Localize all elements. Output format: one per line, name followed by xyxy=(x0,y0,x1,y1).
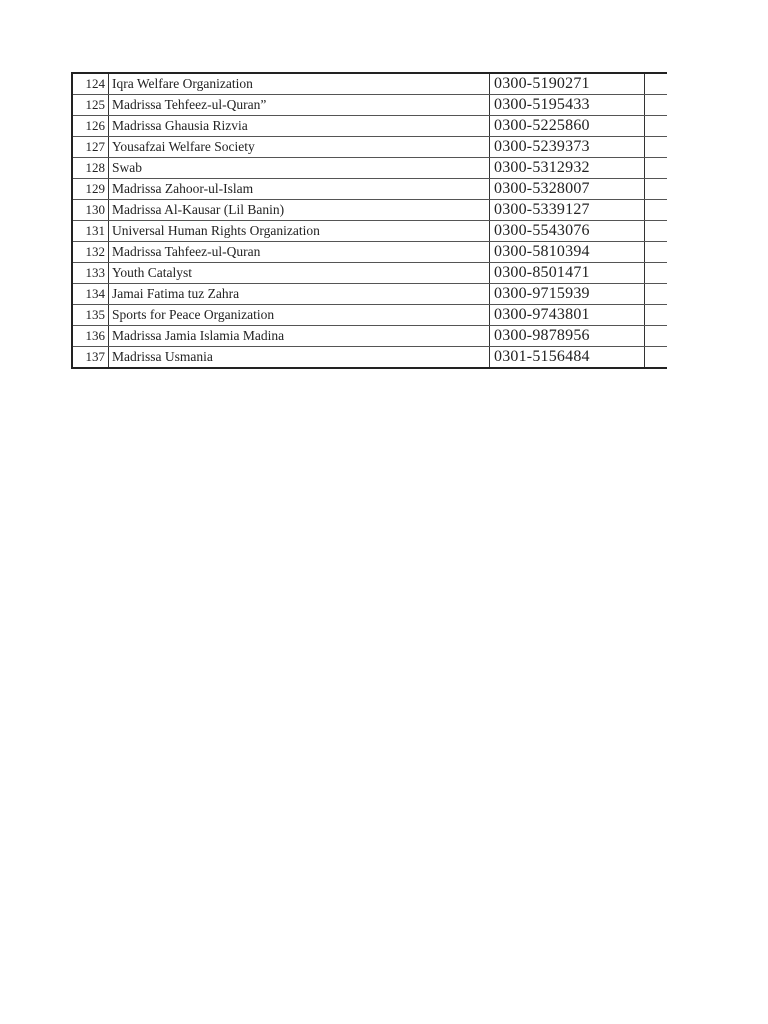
phone-number-cell: 0300-5225860 xyxy=(490,116,645,137)
empty-cell xyxy=(645,284,668,305)
row-number-cell: 134 xyxy=(72,284,109,305)
empty-cell xyxy=(645,73,668,95)
phone-number-cell: 0300-5312932 xyxy=(490,158,645,179)
empty-cell xyxy=(645,179,668,200)
phone-number-cell: 0300-5543076 xyxy=(490,221,645,242)
organization-name-cell: Swab xyxy=(109,158,490,179)
table-row xyxy=(72,221,667,242)
organization-name-cell: Universal Human Rights Organization xyxy=(109,221,490,242)
table-row xyxy=(72,200,667,221)
organization-name-cell: Madrissa Tehfeez-ul-Quran” xyxy=(109,95,490,116)
row-number-cell: 127 xyxy=(72,137,109,158)
row-number-cell: 137 xyxy=(72,347,109,369)
phone-number-cell: 0300-5339127 xyxy=(490,200,645,221)
organization-name-cell: Madrissa Al-Kausar (Lil Banin) xyxy=(109,200,490,221)
empty-cell xyxy=(645,95,668,116)
phone-number-cell: 0300-9715939 xyxy=(490,284,645,305)
organization-name-cell: Madrissa Jamia Islamia Madina xyxy=(109,326,490,347)
empty-cell xyxy=(645,326,668,347)
phone-number-cell: 0300-5239373 xyxy=(490,137,645,158)
empty-cell xyxy=(645,200,668,221)
row-number-cell: 126 xyxy=(72,116,109,137)
empty-cell xyxy=(645,116,668,137)
organization-name-cell: Madrissa Zahoor-ul-Islam xyxy=(109,179,490,200)
table-row xyxy=(72,137,667,158)
phone-number-cell: 0300-5328007 xyxy=(490,179,645,200)
empty-cell xyxy=(645,242,668,263)
table-row xyxy=(72,95,667,116)
phone-number-cell: 0300-5190271 xyxy=(490,73,645,95)
phone-number-cell: 0301-5156484 xyxy=(490,347,645,369)
row-number-cell: 129 xyxy=(72,179,109,200)
organization-name-cell: Yousafzai Welfare Society xyxy=(109,137,490,158)
table-row xyxy=(72,305,667,326)
phone-number-cell: 0300-5195433 xyxy=(490,95,645,116)
table-row xyxy=(72,347,667,369)
organization-name-cell: Sports for Peace Organization xyxy=(109,305,490,326)
organization-name-cell: Iqra Welfare Organization xyxy=(109,73,490,95)
phone-number-cell: 0300-5810394 xyxy=(490,242,645,263)
row-number-cell: 130 xyxy=(72,200,109,221)
empty-cell xyxy=(645,263,668,284)
phone-number-cell: 0300-9743801 xyxy=(490,305,645,326)
empty-cell xyxy=(645,221,668,242)
table-row xyxy=(72,242,667,263)
table-row xyxy=(72,263,667,284)
row-number-cell: 136 xyxy=(72,326,109,347)
row-number-cell: 125 xyxy=(72,95,109,116)
phone-number-cell: 0300-9878956 xyxy=(490,326,645,347)
table-row xyxy=(72,73,667,95)
table-row xyxy=(72,116,667,137)
phone-number-cell: 0300-8501471 xyxy=(490,263,645,284)
organization-name-cell: Youth Catalyst xyxy=(109,263,490,284)
row-number-cell: 132 xyxy=(72,242,109,263)
table-row xyxy=(72,326,667,347)
organization-name-cell: Madrissa Ghausia Rizvia xyxy=(109,116,490,137)
row-number-cell: 133 xyxy=(72,263,109,284)
empty-cell xyxy=(645,137,668,158)
row-number-cell: 135 xyxy=(72,305,109,326)
table-body xyxy=(72,73,667,368)
empty-cell xyxy=(645,158,668,179)
empty-cell xyxy=(645,305,668,326)
organization-table xyxy=(71,72,667,369)
row-number-cell: 128 xyxy=(72,158,109,179)
organization-name-cell: Jamai Fatima tuz Zahra xyxy=(109,284,490,305)
table-row xyxy=(72,284,667,305)
organization-name-cell: Madrissa Usmania xyxy=(109,347,490,369)
table-row xyxy=(72,158,667,179)
row-number-cell: 124 xyxy=(72,73,109,95)
empty-cell xyxy=(645,347,668,369)
table-row xyxy=(72,179,667,200)
row-number-cell: 131 xyxy=(72,221,109,242)
organization-name-cell: Madrissa Tahfeez-ul-Quran xyxy=(109,242,490,263)
